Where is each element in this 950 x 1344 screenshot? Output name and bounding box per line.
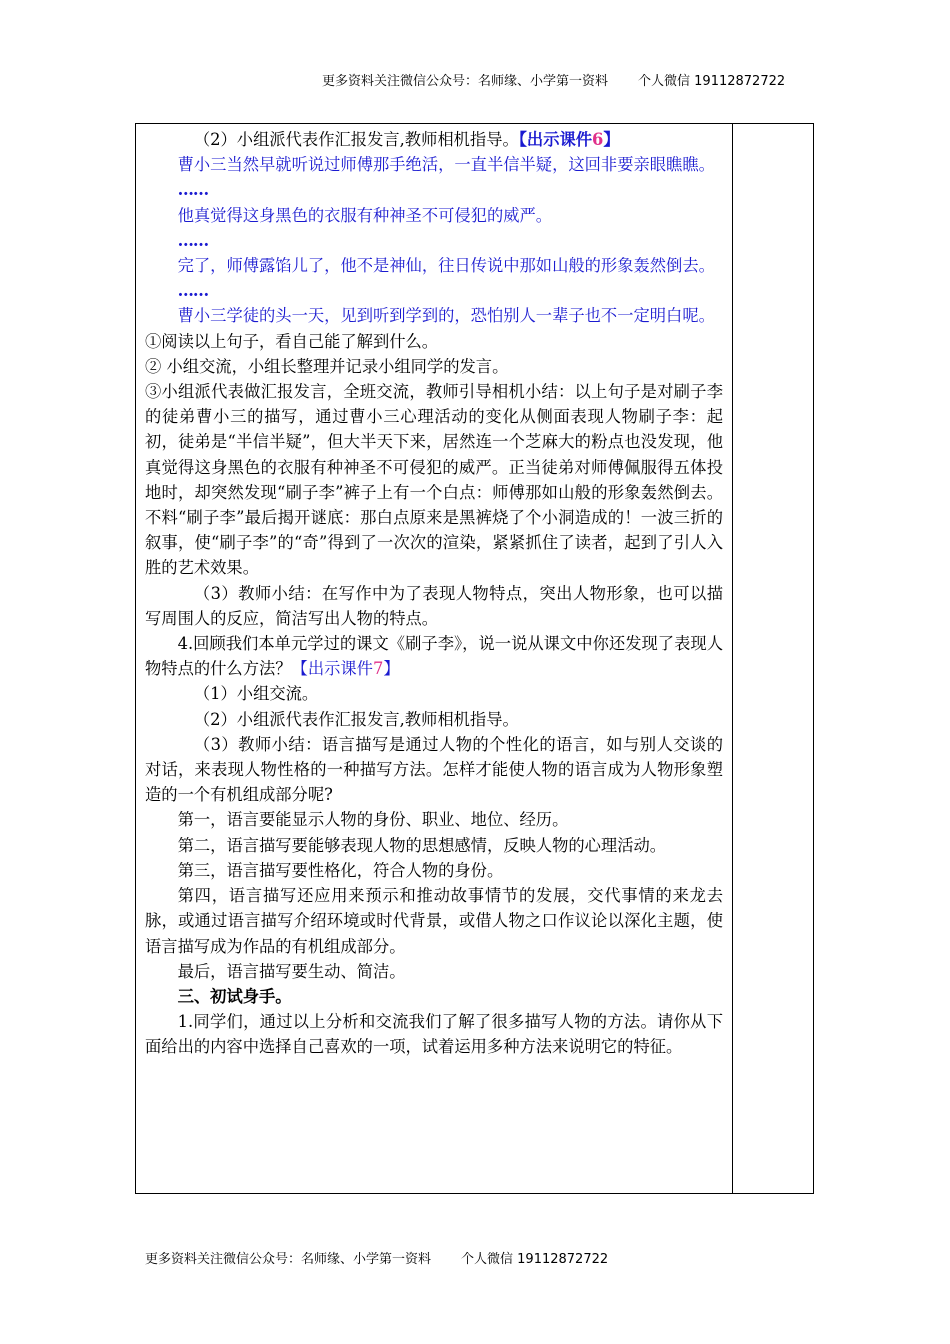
page-footer — [145, 1248, 608, 1267]
footer-right-text: 个人微信 19112872722 — [461, 1252, 609, 1267]
page-header — [322, 70, 785, 89]
courseware-6-marker: 【出示课件6】 — [518, 130, 620, 149]
sub-step-2: ② 小组交流，小组长整理并记录小组同学的发言。 — [145, 356, 509, 376]
point-second: 第二，语言描写要能够表现人物的思想感情，反映人物的心理活动。 — [177, 835, 667, 855]
sub-step-3: ③小组派代表做汇报发言，全班交流，教师引导相机小结：以上句子是对刷子李的徒弟曹小三的描写，通过曹小三心理活动的变化从侧面表现人物刷子李：起初，徒弟是“半信半疑”，但大半天下来，居然连一个芝麻大的粉点也没发现，他真觉得这身黑色的衣服有种神圣不可侵犯的威严。正当徒弟对师傅佩服得五体投地时，却突然发现“刷子李”裤子上有一个白点：师傅那如山般的形象轰然倒去。不料“刷子李”最后揭开谜底：那白点原来是黑裤烧了个小洞造成的！一波三折的叙事，使“刷子李”的“奇”得到了一次次的渲染，紧紧抓住了读者，起到了引人入胜的艺术效果。 — [145, 382, 723, 578]
step-4-paragraph: 4.回顾我们本单元学过的课文《刷子李》，说一说从课文中你还发现了表现人物特点的什么方法？【出示课件7】 — [145, 634, 723, 679]
point-last: 最后，语言描写要生动、简洁。 — [177, 961, 406, 981]
footer-left-text: 更多资料关注微信公众号：名师缘、小学第一资料 — [145, 1252, 432, 1267]
step-2-paragraph: （2）小组派代表作汇报发言,教师相机指导。【出示课件6】 — [193, 130, 620, 149]
quote-2: 他真觉得这身黑色的衣服有种神圣不可侵犯的威严。 — [177, 205, 553, 225]
task-1-paragraph: 1.同学们，通过以上分析和交流我们了解了很多描写人物的方法。请你从下面给出的内容中选择自己喜欢的一项，试着运用多种方法来说明它的特征。 — [145, 1012, 723, 1057]
ellipsis-2: …… — [177, 230, 209, 250]
header-left-text: 更多资料关注微信公众号：名师缘、小学第一资料 — [322, 74, 609, 89]
lesson-content-cell — [145, 127, 723, 1060]
section-3-heading: 三、初试身手。 — [177, 986, 292, 1006]
column-divider — [732, 124, 733, 1193]
quote-3: 完了，师傅露馅儿了，他不是神仙，往日传说中那如山般的形象轰然倒去。 — [177, 256, 715, 276]
header-right-text: 个人微信 19112872722 — [638, 74, 786, 89]
point-first: 第一，语言要能显示人物的身份、职业、地位、经历。 — [177, 810, 569, 830]
group-report: （2）小组派代表作汇报发言,教师相机指导。 — [193, 709, 519, 729]
group-discussion: （1）小组交流。 — [193, 684, 319, 704]
courseware-7-marker: 【出示课件7】 — [291, 659, 400, 679]
quote-4: 曹小三学徒的头一天，见到听到学到的，恐怕别人一辈子也不一定明白呢。 — [177, 306, 715, 326]
lesson-table — [135, 123, 814, 1194]
teacher-summary-2: （3）教师小结：语言描写是通过人物的个性化的语言，如与别人交谈的对话，来表现人物性格的一种描写方法。怎样才能使人物的语言成为人物形象塑造的一个有机组成部分呢? — [145, 734, 723, 805]
sub-step-1: ①阅读以上句子，看自己能了解到什么。 — [145, 331, 439, 351]
ellipsis-1: …… — [177, 180, 209, 200]
point-third: 第三，语言描写要性格化，符合人物的身份。 — [177, 860, 504, 880]
ellipsis-3: …… — [177, 281, 209, 301]
quote-1: 曹小三当然早就听说过师傅那手绝活，一直半信半疑，这回非要亲眼瞧瞧。 — [177, 155, 715, 175]
point-fourth: 第四，语言描写还应用来预示和推动故事情节的发展，交代事情的来龙去脉，或通过语言描写介绍环境或时代背景，或借人物之口作议论以深化主题，使语言描写成为作品的有机组成部分。 — [145, 886, 723, 956]
teacher-summary-1: （3）教师小结：在写作中为了表现人物特点，突出人物形象，也可以描写周围人的反应，简洁写出人物的特点。 — [145, 583, 723, 628]
